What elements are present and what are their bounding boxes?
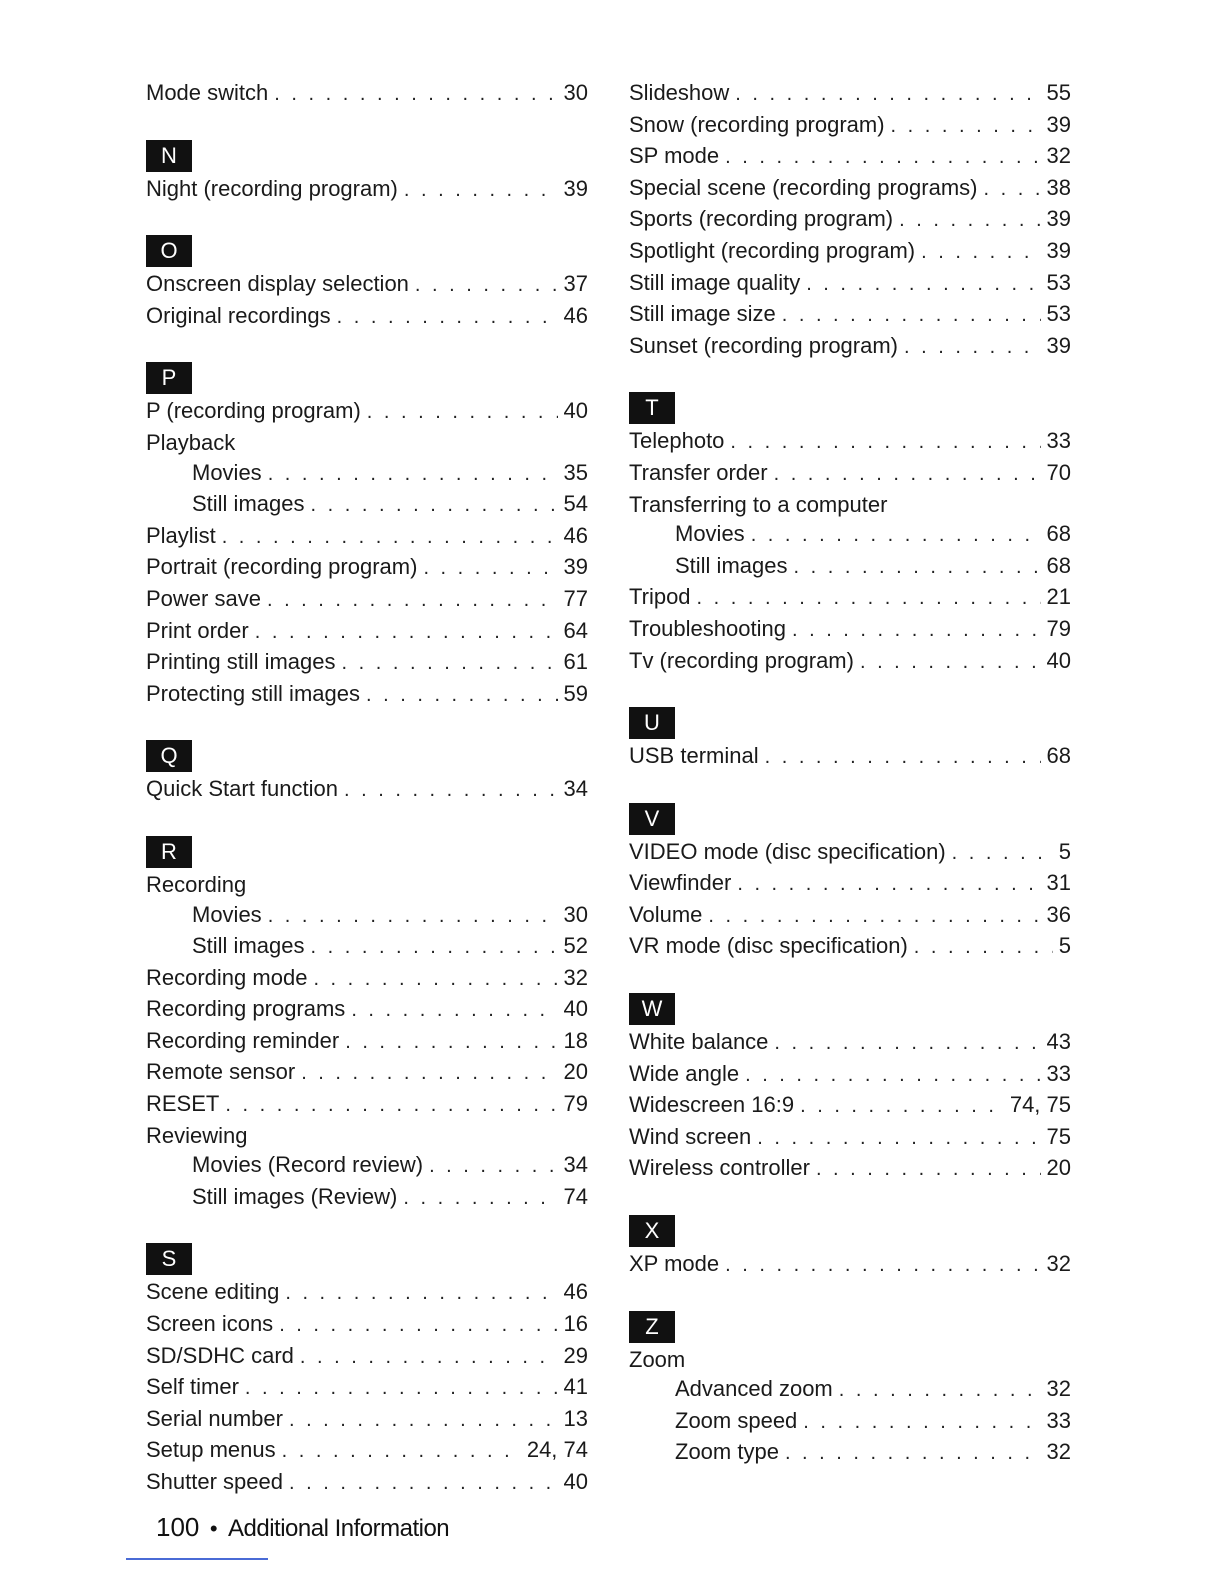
index-entry [629,78,1071,110]
entry-term: Protecting still images [146,680,360,706]
index-entry [146,616,588,648]
entry-page-ref: 33 [1046,428,1071,454]
dot-leader [429,1152,557,1182]
footer-rule [126,1558,268,1560]
dot-leader [904,333,1041,363]
entry-page-ref: 68 [1046,521,1071,547]
entry-page-ref: 24, 74 [526,1437,588,1463]
index-subentry [146,1182,588,1214]
entry-term: Original recordings [146,302,331,328]
index-section-u [629,707,1071,773]
entry-term: VIDEO mode (disc specification) [629,838,946,864]
entry-page-ref: 34 [563,776,588,802]
entry-page-ref: 37 [563,271,588,297]
entry-term: Screen icons [146,1311,274,1337]
entry-term: SD/SDHC card [146,1342,294,1368]
entry-term: Troubleshooting [629,615,786,641]
index-entry [146,1372,588,1404]
entry-term: Self timer [146,1374,239,1400]
entry-term: Print order [146,617,249,643]
entry-term: Still image quality [629,269,801,295]
index-entry [629,868,1071,900]
entry-page-ref: 46 [563,522,588,548]
entry-term: XP mode [629,1251,720,1277]
dot-leader [225,1091,557,1121]
index-entry [629,110,1071,142]
dot-leader [403,1184,557,1214]
index-entry [629,1153,1071,1185]
entry-page-ref: 30 [563,901,588,927]
index-entry [146,1404,588,1436]
entry-term: Zoom type [675,1439,779,1465]
entry-term: RESET [146,1091,220,1117]
page-footer [156,1512,449,1543]
dot-leader [289,1406,558,1436]
entry-term: Still images [192,491,305,517]
dot-leader [415,271,558,301]
index-entry [146,774,588,806]
entry-term: Movies (Record review) [192,1152,424,1178]
section-letter-badge: U [629,707,675,739]
dot-leader [300,1343,558,1373]
entry-term: Portrait (recording program) [146,554,418,580]
entry-term: White balance [629,1029,769,1055]
entry-page-ref: 33 [1046,1060,1071,1086]
section-letter-badge: W [629,993,675,1025]
dot-leader [785,1439,1041,1469]
entry-term: P (recording program) [146,398,361,424]
entry-term: USB terminal [629,743,759,769]
entry-page-ref: 52 [563,933,588,959]
entry-term: Still images [675,552,788,578]
entry-term: Playback [146,429,236,455]
entry-page-ref: 39 [1046,332,1071,358]
entry-term: Night (recording program) [146,175,398,201]
entry-page-ref: 39 [1046,237,1071,263]
index-entry [146,1026,588,1058]
index-entry [629,236,1071,268]
index-entry [629,1122,1071,1154]
entry-term: Spotlight (recording program) [629,237,916,263]
entry-page-ref: 32 [1046,1251,1071,1277]
index-column-right [629,78,1071,1499]
index-entry [629,646,1071,678]
index-section-s [146,1243,588,1498]
entry-page-ref: 43 [1046,1029,1071,1055]
entry-page-ref: 38 [1046,174,1071,200]
entry-term: Scene editing [146,1279,280,1305]
dot-leader [793,553,1040,583]
entry-term: Wireless controller [629,1155,810,1181]
entry-page-ref: 40 [563,398,588,424]
index-entry [146,552,588,584]
index-entry [146,647,588,679]
index-subentry [629,519,1071,551]
section-letter-badge: N [146,140,192,172]
dot-leader [423,554,557,584]
dot-leader [774,460,1041,490]
index-section-o [146,235,588,332]
index-entry [629,331,1071,363]
dot-leader [806,270,1040,300]
index-entry [146,174,588,206]
entry-page-ref: 32 [1046,1376,1071,1402]
entry-term: Setup menus [146,1437,276,1463]
entry-term: Recording [146,871,247,897]
index-entry [146,269,588,301]
index-section-t [629,392,1071,677]
dot-leader [730,428,1040,458]
entry-page-ref: 40 [1046,647,1071,673]
dot-leader [344,776,558,806]
dot-leader [952,839,1053,869]
index-section-q [146,740,588,806]
entry-page-ref: 36 [1046,901,1071,927]
index-entry [146,1277,588,1309]
entry-page-ref: 39 [563,175,588,201]
entry-page-ref: 53 [1046,301,1071,327]
section-letter-badge: R [146,836,192,868]
index-entry [629,614,1071,646]
index-subentry [629,1437,1071,1469]
dot-leader [313,965,557,995]
entry-page-ref: 5 [1058,933,1071,959]
dot-leader [774,1029,1040,1059]
index-entry [146,78,588,110]
dot-leader [268,460,558,490]
index-subentry [629,551,1071,583]
dot-leader [351,996,557,1026]
entry-term: Recording reminder [146,1027,340,1053]
index-entry [629,741,1071,773]
entry-page-ref: 31 [1046,870,1071,896]
index-entry [146,1435,588,1467]
dot-leader [816,1155,1041,1185]
dot-leader [914,933,1053,963]
entry-term: Movies [192,459,262,485]
entry-page-ref: 46 [563,302,588,328]
entry-page-ref: 77 [563,585,588,611]
entry-term: Zoom [629,1346,686,1372]
entry-term: Special scene (recording programs) [629,174,978,200]
entry-page-ref: 54 [563,491,588,517]
section-letter-badge: P [146,362,192,394]
entry-page-ref: 55 [1046,80,1071,105]
index-section-w [629,993,1071,1185]
section-letter-badge: O [146,235,192,267]
entry-term: Recording mode [146,964,308,990]
dot-leader [708,902,1040,932]
dot-leader [984,175,1041,205]
dot-leader [267,586,558,616]
index-column-left [146,78,588,1529]
index-entry [629,1345,1071,1375]
dot-leader [345,1028,557,1058]
index-section-v [629,803,1071,963]
dot-leader [891,112,1041,142]
entry-page-ref: 41 [563,1374,588,1400]
index-section-r [146,836,588,1214]
dot-leader [725,1251,1040,1281]
entry-term: Snow (recording program) [629,111,885,137]
entry-term: Shutter speed [146,1469,283,1494]
entry-page-ref: 64 [563,617,588,643]
index-entry [629,458,1071,490]
section-letter-badge: Q [146,740,192,772]
entry-page-ref: 32 [1046,143,1071,169]
entry-term: Mode switch [146,80,269,105]
entry-term: Widescreen 16:9 [629,1092,795,1118]
dot-leader [282,1437,521,1467]
entry-page-ref: 32 [1046,1439,1071,1465]
index-entry [146,1341,588,1373]
index-subentry [146,931,588,963]
index-entry [146,428,588,458]
entry-term: Zoom speed [675,1407,798,1433]
index-section-continued [146,78,588,110]
entry-term: Printing still images [146,649,336,675]
index-entry [146,1467,588,1499]
dot-leader [367,398,558,428]
dot-leader [737,870,1040,900]
dot-leader [342,649,558,679]
entry-term: Slideshow [629,80,730,105]
entry-page-ref: 33 [1046,1407,1071,1433]
entry-page-ref: 30 [563,80,588,105]
entry-term: Reviewing [146,1122,248,1148]
dot-leader [782,301,1041,331]
index-subentry [146,458,588,490]
dot-leader [735,80,1040,110]
entry-page-ref: 40 [563,1469,588,1494]
entry-term: Sunset (recording program) [629,332,899,358]
dot-leader [751,521,1041,551]
index-section-p [146,362,588,710]
dot-leader [366,681,558,711]
index-entry [146,396,588,428]
dot-leader [800,1092,1004,1122]
entry-page-ref: 13 [563,1405,588,1431]
dot-leader [899,206,1040,236]
index-subentry [629,1406,1071,1438]
dot-leader [921,238,1040,268]
dot-leader [245,1374,558,1404]
entry-term: Volume [629,901,703,927]
index-entry [629,1090,1071,1122]
entry-page-ref: 20 [563,1059,588,1085]
dot-leader [279,1311,557,1341]
entry-term: Recording programs [146,996,346,1022]
index-entry [146,584,588,616]
index-subentry [146,900,588,932]
dot-leader [860,648,1041,678]
dot-leader [792,616,1041,646]
index-subentry [146,489,588,521]
entry-term: Advanced zoom [675,1376,833,1402]
entry-term: Transferring to a computer [629,491,888,517]
entry-page-ref: 35 [563,459,588,485]
entry-term: Wind screen [629,1123,752,1149]
section-letter-badge: V [629,803,675,835]
index-entry [146,870,588,900]
entry-term: Viewfinder [629,870,732,896]
dot-leader [725,143,1040,173]
entry-term: Quick Start function [146,776,338,802]
index-entry [629,204,1071,236]
index-entry [629,1059,1071,1091]
entry-page-ref: 75 [1046,1123,1071,1149]
index-entry [629,1249,1071,1281]
entry-page-ref: 40 [563,996,588,1022]
entry-page-ref: 61 [563,649,588,675]
entry-page-ref: 18 [563,1027,588,1053]
index-section-n [146,140,588,206]
index-entry [146,1309,588,1341]
section-letter-badge: S [146,1243,192,1275]
entry-page-ref: 53 [1046,269,1071,295]
dot-leader [337,303,558,333]
entry-term: Transfer order [629,459,768,485]
footer-bullet: • [209,1516,218,1541]
dot-leader [222,523,558,553]
index-entry [629,900,1071,932]
entry-term: Still images [192,933,305,959]
section-letter-badge: X [629,1215,675,1247]
entry-term: Tripod [629,584,691,610]
entry-page-ref: 20 [1046,1155,1071,1181]
entry-page-ref: 79 [563,1091,588,1117]
entry-page-ref: 32 [563,964,588,990]
section-letter-badge: T [629,392,675,424]
index-entry [146,1057,588,1089]
index-section-x [629,1215,1071,1281]
index-subentry [146,1150,588,1182]
entry-term: Still images (Review) [192,1183,398,1209]
entry-term: Telephoto [629,428,725,454]
index-section-z [629,1311,1071,1469]
entry-page-ref: 39 [1046,111,1071,137]
index-entry [146,521,588,553]
entry-page-ref: 79 [1046,615,1071,641]
entry-page-ref: 21 [1046,584,1071,610]
index-entry [146,679,588,711]
dot-leader [274,80,557,110]
dot-leader [745,1061,1040,1091]
entry-term: Tv (recording program) [629,647,854,673]
entry-term: Movies [192,901,262,927]
dot-leader [757,1124,1040,1154]
entry-page-ref: 74 [563,1183,588,1209]
entry-page-ref: 39 [563,554,588,580]
entry-term: Movies [675,521,745,547]
dot-leader [289,1469,558,1499]
dot-leader [268,902,558,932]
index-entry [629,931,1071,963]
entry-term: Still image size [629,301,776,327]
dot-leader [310,491,557,521]
dot-leader [301,1059,557,1089]
page-number: 100 [156,1512,200,1542]
dot-leader [310,933,557,963]
entry-page-ref: 39 [1046,206,1071,232]
entry-term: Playlist [146,522,216,548]
dot-leader [839,1376,1041,1406]
entry-page-ref: 29 [563,1342,588,1368]
entry-term: VR mode (disc specification) [629,933,908,959]
entry-page-ref: 68 [1046,743,1071,769]
dot-leader [404,176,558,206]
entry-term: Remote sensor [146,1059,296,1085]
entry-term: Serial number [146,1405,283,1431]
index-entry [146,963,588,995]
index-entry [146,301,588,333]
entry-page-ref: 70 [1046,459,1071,485]
index-entry [629,268,1071,300]
section-letter-badge: Z [629,1311,675,1343]
index-entry [629,426,1071,458]
dot-leader [255,618,558,648]
index-entry [146,1121,588,1151]
index-entry [629,141,1071,173]
dot-leader [697,584,1041,614]
index-entry [146,994,588,1026]
index-entry [629,173,1071,205]
entry-page-ref: 16 [563,1311,588,1337]
index-entry [629,582,1071,614]
index-subentry [629,1374,1071,1406]
index-entry [629,1027,1071,1059]
entry-page-ref: 59 [563,680,588,706]
entry-page-ref: 5 [1058,838,1071,864]
entry-term: Power save [146,585,261,611]
entry-page-ref: 46 [563,1279,588,1305]
dot-leader [285,1279,557,1309]
footer-section-title: Additional Information [228,1515,450,1542]
index-entry [629,490,1071,520]
entry-page-ref: 74, 75 [1009,1092,1071,1118]
entry-page-ref: 34 [563,1152,588,1178]
index-entry [629,837,1071,869]
index-section-continued [629,78,1071,362]
dot-leader [803,1408,1040,1438]
entry-term: SP mode [629,143,720,169]
entry-term: Wide angle [629,1060,740,1086]
entry-term: Sports (recording program) [629,206,894,232]
entry-term: Onscreen display selection [146,271,409,297]
index-entry [629,299,1071,331]
dot-leader [765,743,1041,773]
entry-page-ref: 68 [1046,552,1071,578]
index-entry [146,1089,588,1121]
